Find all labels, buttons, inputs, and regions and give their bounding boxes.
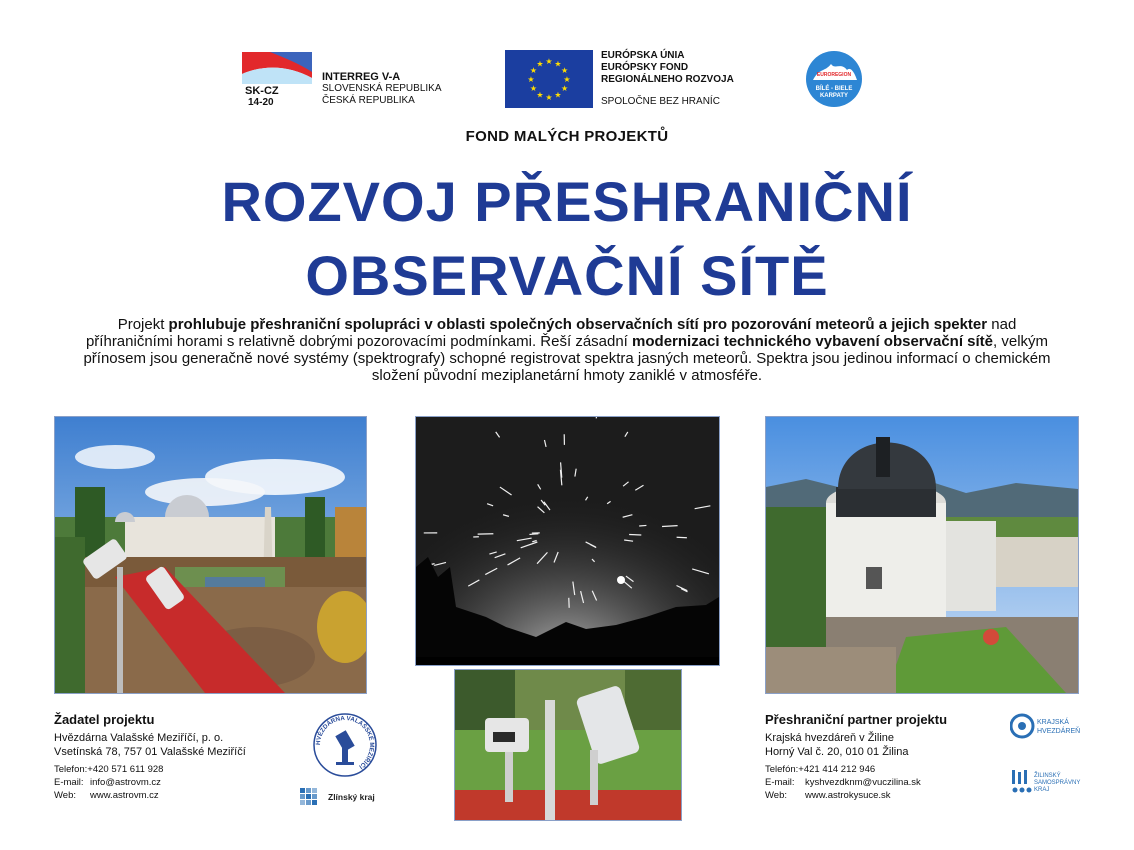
- partner-phone-row: [765, 763, 1005, 776]
- desc-text-3: , velkým přínosem jsou generačně nové systémy (spektrografy) schopné registrovat spektra jasných meteorů. Spektra jsou jedinou informací o chemickém složení původní meziplanetární hmoty zaniklé v atmosféře.: [83, 333, 1051, 384]
- fund-title: FOND MALÝCH PROJEKTŮ: [465, 128, 669, 145]
- valasske-mezirici-seal-logo: [312, 712, 378, 778]
- applicant-email-label: E-mail:: [54, 777, 84, 788]
- partner-web[interactable]: www.astrokysuce.sk: [805, 790, 891, 801]
- applicant-contact: [54, 712, 294, 802]
- desc-text-1: Projekt: [117, 316, 169, 333]
- eu-tagline: SPOLOČNE BEZ HRANÍC: [601, 96, 720, 107]
- zilinsky-kraj-logo: [1010, 768, 1082, 798]
- meteor-streak: [639, 525, 646, 526]
- partner-org: Krajská hvezdáreň v Žiline: [765, 732, 895, 744]
- eu-star-icon: ★: [529, 66, 537, 75]
- applicant-heading: Žadatel projektu: [54, 712, 155, 727]
- krajska-hvezdaren-logo: [1010, 712, 1082, 740]
- partner-email-label: E-mail:: [765, 777, 795, 788]
- eu-line3: REGIONÁLNEHO ROZVOJA: [601, 74, 734, 85]
- eu-star-icon: ★: [545, 57, 553, 66]
- partner-contact: [765, 712, 1005, 802]
- project-description: [82, 316, 1052, 384]
- applicant-address: Vsetínská 78, 757 01 Valašské Meziříčí: [54, 746, 246, 758]
- karpaty-line3: KARPATY: [819, 93, 849, 99]
- karpaty-line1: EUROREGION: [816, 72, 852, 78]
- eu-star-icon: ★: [529, 84, 537, 93]
- main-title-line2: OBSERVAČNÍ SÍTĚ: [305, 244, 829, 307]
- eu-text: [601, 50, 734, 108]
- desc-bold-2: modernizaci technického vybavení observační sítě: [632, 333, 994, 350]
- eu-line1: EURÓPSKA ÚNIA: [601, 50, 685, 61]
- zilinsky-line1: ŽILINSKÝ: [1034, 773, 1061, 779]
- interreg-mark-line1: SK-CZ: [245, 85, 279, 97]
- applicant-email-row: [54, 776, 294, 789]
- eu-star-icon: ★: [536, 59, 544, 69]
- photo-meteor-shower: [415, 416, 720, 666]
- partner-phone-label: Telefón:: [765, 764, 799, 775]
- karpaty-line2: BÍLÉ - BIELE: [815, 86, 853, 92]
- krajska-line1: KRAJSKÁ: [1037, 719, 1069, 726]
- krajska-line2: HVEZDÁREŇ: [1037, 728, 1081, 735]
- euroregion-karpaty-logo: [805, 50, 863, 108]
- photo-observatory-valasske-mezirici: [54, 416, 367, 694]
- eu-star-icon: ★: [554, 59, 562, 69]
- interreg-country-sk: SLOVENSKÁ REPUBLIKA: [322, 83, 442, 94]
- photo-observatory-zilina: [765, 416, 1079, 694]
- applicant-email[interactable]: info@astrovm.cz: [90, 777, 161, 788]
- eu-flag-icon: [505, 50, 593, 108]
- applicant-web[interactable]: www.astrovm.cz: [90, 790, 159, 801]
- zilinsky-line3: KRAJ: [1034, 787, 1050, 793]
- zlinsky-kraj-logo: [300, 786, 380, 806]
- applicant-web-row: [54, 789, 294, 802]
- interreg-title: INTERREG V-A: [322, 71, 401, 83]
- applicant-phone-label: Telefon:: [54, 764, 88, 775]
- applicant-phone: +420 571 611 928: [87, 764, 164, 775]
- zlinsky-kraj-text: Zlínský kraj: [328, 792, 375, 802]
- eu-star-icon: ★: [561, 66, 569, 75]
- zilinsky-line2: SAMOSPRÁVNY: [1034, 780, 1081, 786]
- meteor-streak: [529, 534, 538, 535]
- interreg-text: [322, 71, 442, 107]
- main-title-line1: ROZVOJ PŘESHRANIČNÍ: [221, 170, 913, 233]
- interreg-country-cz: ČESKÁ REPUBLIKA: [322, 95, 415, 106]
- interreg-mark-line2: 14-20: [248, 97, 274, 108]
- partner-web-label: Web:: [765, 790, 788, 801]
- applicant-org: Hvězdárna Valašské Meziříčí, p. o.: [54, 732, 224, 744]
- seal-text: HVĚZDÁRNA VALAŠSKÉ MEZIŘÍČÍ: [314, 714, 376, 771]
- eu-star-icon: ★: [561, 84, 569, 93]
- eu-star-icon: ★: [536, 90, 544, 100]
- applicant-web-label: Web:: [54, 790, 77, 801]
- photo-meteor-cameras: [454, 669, 682, 821]
- partner-address: Horný Val č. 20, 010 01 Žilina: [765, 746, 909, 758]
- eu-star-icon: ★: [554, 90, 562, 100]
- partner-email-row: [765, 776, 1005, 789]
- partner-heading: Přeshraniční partner projektu: [765, 712, 948, 727]
- desc-text-2: nad příhraničními horami s relativně dobrými pozorovacími podmínkami. Řeší zásadní: [85, 316, 1017, 350]
- eu-star-icon: ★: [527, 75, 535, 84]
- applicant-phone-row: [54, 763, 294, 776]
- interreg-logo-mark: [240, 48, 314, 108]
- partner-phone: +421 414 212 946: [798, 764, 876, 775]
- eu-star-icon: ★: [545, 93, 553, 102]
- desc-bold-1: prohlubuje přeshraniční spolupráci v oblasti společných observačních sítí pro pozorování meteorů a jejich spekter: [168, 316, 988, 333]
- eu-line2: EURÓPSKY FOND: [601, 62, 689, 73]
- partner-email[interactable]: kyshvezdknm@vuczilina.sk: [805, 777, 921, 788]
- partner-web-row: [765, 789, 1005, 802]
- eu-star-icon: ★: [563, 75, 571, 84]
